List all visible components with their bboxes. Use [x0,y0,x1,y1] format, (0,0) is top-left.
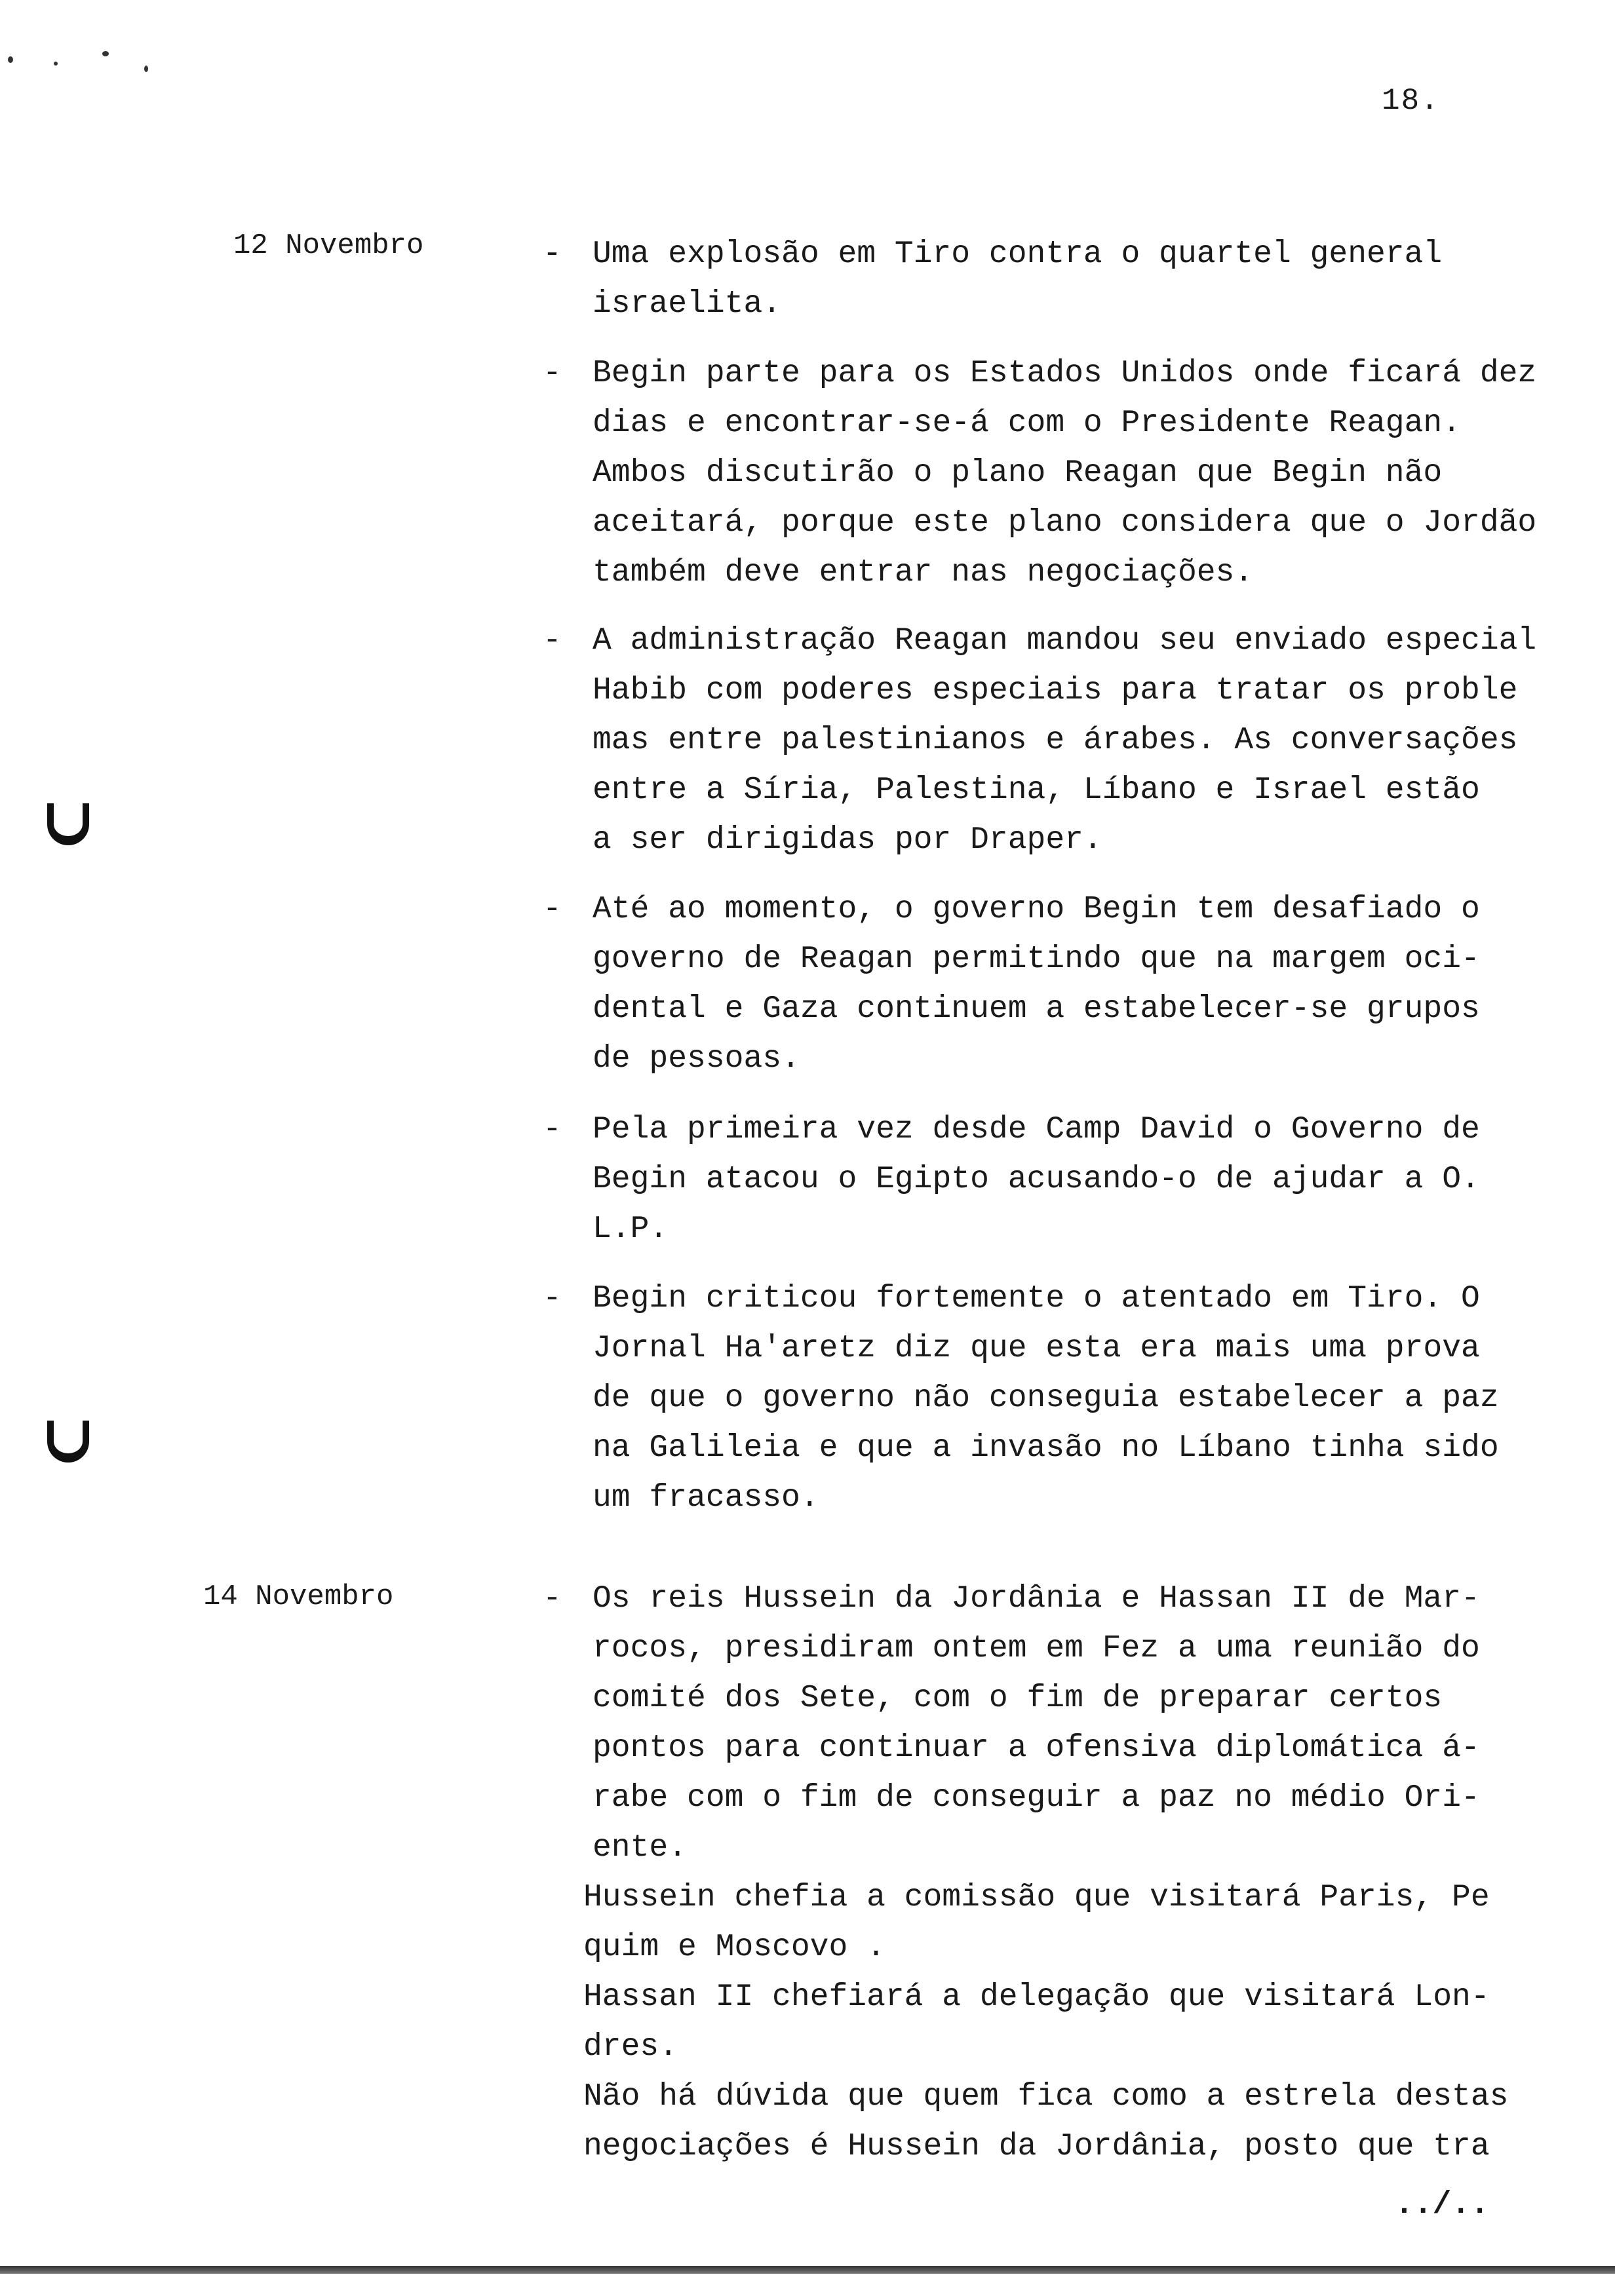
ink-speck [8,56,13,63]
page-bottom-edge [0,2266,1615,2274]
text-line: Hassan II chefiará a delegação que visitará Lon- [583,1980,1490,2015]
text-line: Jornal Ha'aretz diz que esta era mais uma prova [593,1331,1480,1366]
text-line: A administração Reagan mandou seu enviado especial [593,623,1537,659]
ink-speck [102,51,109,56]
news-entry [543,229,1610,329]
entry-dash: - [543,1281,562,1316]
text-line: rocos, presidiram ontem em Fez a uma reunião do [593,1631,1480,1666]
text-line: dental e Gaza continuem a estabelecer-se grupos [593,991,1480,1027]
text-line: Os reis Hussein da Jordânia e Hassan II de Mar- [593,1581,1480,1617]
text-line: de que o governo não conseguia estabelecer a paz [593,1381,1499,1416]
text-line: ente. [593,1830,688,1866]
ink-speck [54,62,58,66]
text-line: Uma explosão em Tiro contra o quartel general [593,237,1443,272]
date-label: 14 Novembro [203,1580,394,1613]
news-entry [543,1574,1610,1873]
text-line: de pessoas. [593,1041,800,1077]
news-entry [543,1105,1610,1254]
page-number: 18. [1382,84,1440,118]
text-line: pontos para continuar a ofensiva diplomática á- [593,1731,1480,1766]
entry-dash: - [543,237,562,272]
date-label: 12 Novembro [233,229,424,262]
news-entry [543,1274,1610,1523]
text-line: dres. [583,2029,678,2065]
news-entry [543,349,1610,598]
text-line: quim e Moscovo . [583,1930,885,1965]
news-entry [543,885,1610,1084]
text-line: entre a Síria, Palestina, Líbano e Israel estão [593,773,1480,808]
text-line: Habib com poderes especiais para tratar os proble [593,673,1518,708]
text-line: Begin parte para os Estados Unidos onde ficará dez [593,356,1537,391]
binder-hole-mark [47,1421,89,1463]
text-line: negociações é Hussein da Jordânia, posto que tra [583,2129,1490,2164]
news-entry [543,616,1610,865]
entry-dash: - [543,1581,562,1617]
text-line: a ser dirigidas por Draper. [593,822,1102,858]
text-line: dias e encontrar-se-á com o Presidente Reagan. [593,406,1462,441]
text-line: um fracasso. [593,1480,819,1516]
text-line: rabe com o fim de conseguir a paz no médio Ori- [593,1780,1480,1816]
entry-dash: - [543,623,562,659]
text-line: Até ao momento, o governo Begin tem desafiado o [593,892,1480,927]
text-line: comité dos Sete, com o fim de preparar certos [593,1681,1443,1716]
text-line: Begin atacou o Egipto acusando-o de ajudar a O. [593,1162,1480,1197]
text-line: na Galileia e que a invasão no Líbano tinha sido [593,1430,1499,1466]
text-line: Pela primeira vez desde Camp David o Governo de [593,1112,1480,1147]
text-line: governo de Reagan permitindo que na margem oci- [593,942,1480,977]
text-line: Hussein chefia a comissão que visitará Paris, Pe [583,1880,1490,1915]
entry-dash: - [543,356,562,391]
text-line: Não há dúvida que quem fica como a estrela destas [583,2079,1509,2114]
text-line: israelita. [593,286,782,322]
news-paragraph [548,1873,1508,2172]
entry-dash: - [543,892,562,927]
text-line: aceitará, porque este plano considera que o Jordão [593,505,1537,541]
text-line: Begin criticou fortemente o atentado em Tiro. O [593,1281,1480,1316]
binder-hole-mark [47,803,89,845]
text-line: mas entre palestinianos e árabes. As conversações [593,723,1518,758]
text-line: Ambos discutirão o plano Reagan que Begin não [593,455,1443,491]
continuation-mark: ../.. [1395,2187,1490,2223]
entry-dash: - [543,1112,562,1147]
ink-speck [144,66,148,72]
text-line: L.P. [593,1212,669,1247]
text-line: também deve entrar nas negociações. [593,555,1254,590]
